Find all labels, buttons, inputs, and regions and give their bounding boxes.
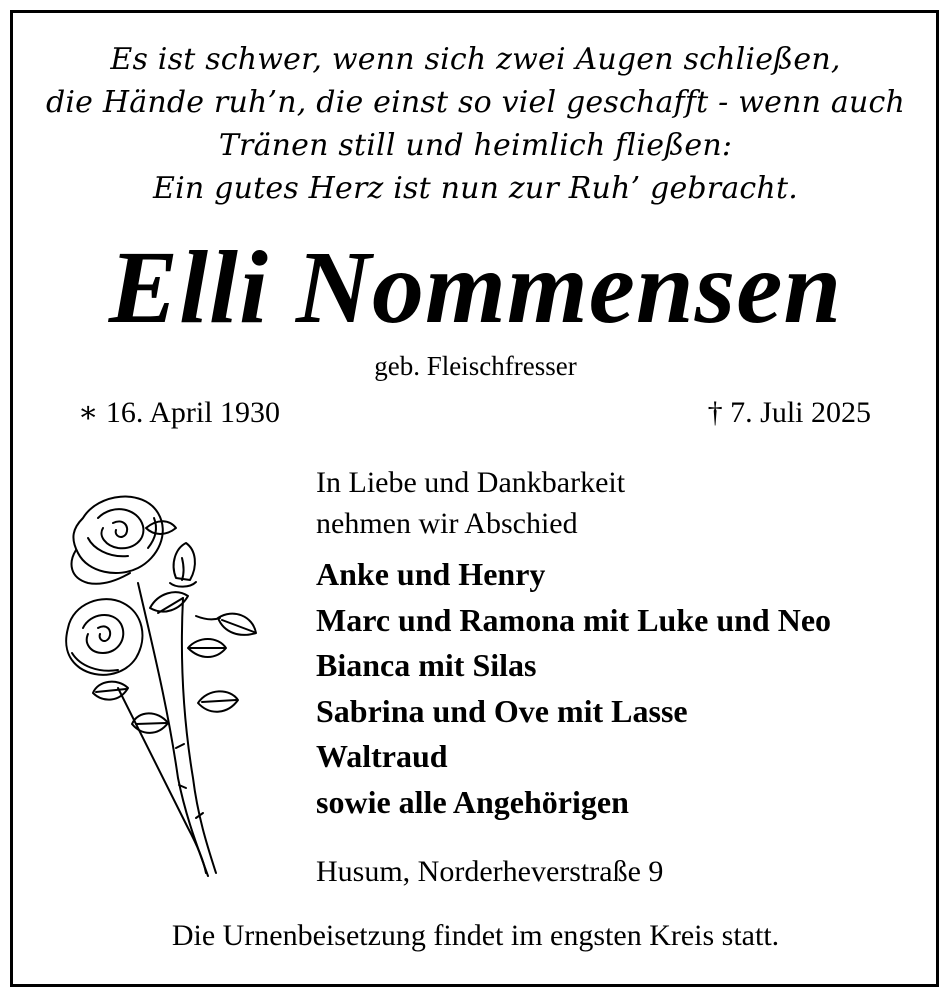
rose-illustration-icon bbox=[58, 488, 268, 878]
family-member: Waltraud bbox=[316, 738, 448, 774]
family-member: Marc und Ramona mit Luke und Neo bbox=[316, 601, 832, 638]
intro-line: In Liebe und Dankbarkeit bbox=[316, 466, 626, 499]
poem-line: Ein gutes Herz ist nun zur Ruh’ gebracht. bbox=[153, 171, 798, 206]
family-list bbox=[316, 552, 831, 825]
poem-line: die Hände ruh’n, die einst so viel geschafft - wenn auch bbox=[45, 85, 905, 120]
family-member: Sabrina und Ove mit Lasse bbox=[316, 692, 688, 729]
poem-line: Tränen still und heimlich fließen: bbox=[218, 128, 733, 163]
family-member: Bianca mit Silas bbox=[316, 647, 537, 683]
burial-note: Die Urnenbeisetzung findet im engsten Kreis statt. bbox=[171, 919, 780, 952]
address: Husum, Norderheverstraße 9 bbox=[316, 855, 664, 888]
birth-date: ∗ 16. April 1930 bbox=[78, 396, 281, 429]
deceased-name: Elli Nommensen bbox=[108, 230, 843, 345]
death-date: † 7. Juli 2025 bbox=[707, 396, 871, 429]
poem-line: Es ist schwer, wenn sich zwei Augen schließen, bbox=[110, 42, 841, 77]
birth-name: geb. Fleischfresser bbox=[374, 351, 577, 381]
intro-line: nehmen wir Abschied bbox=[316, 507, 578, 540]
poem bbox=[0, 38, 951, 210]
family-member: Anke und Henry bbox=[316, 556, 546, 592]
intro-text bbox=[316, 462, 625, 544]
family-member: sowie alle Angehörigen bbox=[316, 783, 629, 820]
